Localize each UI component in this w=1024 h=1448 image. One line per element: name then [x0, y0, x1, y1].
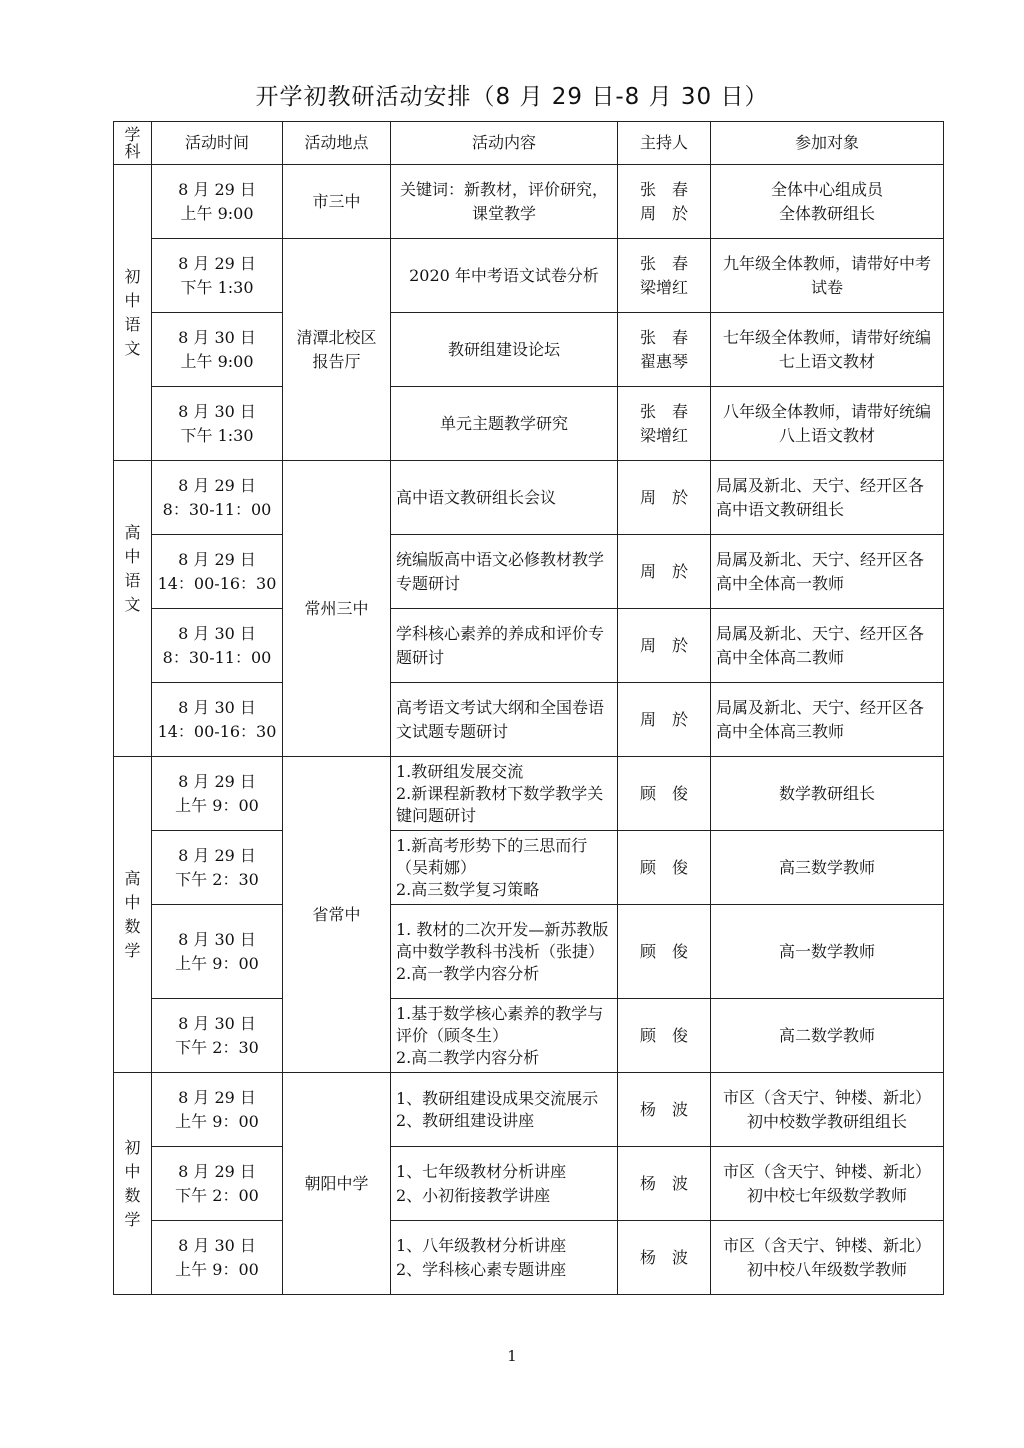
attendees-cell: 局属及新北、天宁、经开区各高中全体高一教师 [711, 535, 944, 609]
time-cell: 8 月 29 日 下午 2：00 [152, 1147, 283, 1221]
table-row [114, 683, 944, 757]
header-time: 活动时间 [152, 122, 283, 165]
content-cell: 1. 教材的二次开发—新苏教版高中数学教科书浅析（张捷） 2.高一教学内容分析 [391, 905, 618, 999]
time-cell: 8 月 30 日 下午 2：30 [152, 999, 283, 1073]
host-cell: 周 於 [618, 461, 711, 535]
attendees-cell: 数学教研组长 [711, 757, 944, 831]
document-title: 开学初教研活动安排（8 月 29 日-8 月 30 日） [255, 84, 769, 110]
time-cell: 8 月 30 日 下午 1:30 [152, 387, 283, 461]
content-cell: 学科核心素养的养成和评价专题研讨 [391, 609, 618, 683]
host-cell: 杨 波 [618, 1147, 711, 1221]
time-cell: 8 月 30 日 14：00-16：30 [152, 683, 283, 757]
attendees-cell: 高一数学教师 [711, 905, 944, 999]
host-cell: 张 春 梁增红 [618, 387, 711, 461]
table-row [114, 239, 944, 313]
time-cell: 8 月 29 日 8：30-11：00 [152, 461, 283, 535]
time-cell: 8 月 29 日 14：00-16：30 [152, 535, 283, 609]
attendees-cell: 局属及新北、天宁、经开区各高中全体高三教师 [711, 683, 944, 757]
header-subject: 学 科 [114, 122, 152, 165]
table-row [114, 757, 944, 831]
time-cell: 8 月 29 日 上午 9:00 [152, 165, 283, 239]
host-cell: 顾 俊 [618, 999, 711, 1073]
time-cell: 8 月 29 日 上午 9：00 [152, 757, 283, 831]
content-cell: 教研组建设论坛 [391, 313, 618, 387]
host-cell: 顾 俊 [618, 831, 711, 905]
content-cell: 单元主题教学研究 [391, 387, 618, 461]
time-cell: 8 月 30 日 8：30-11：00 [152, 609, 283, 683]
subject-cell: 初 中 语 文 [114, 165, 152, 461]
attendees-cell: 全体中心组成员 全体教研组长 [711, 165, 944, 239]
table-row [114, 461, 944, 535]
content-cell: 高中语文教研组长会议 [391, 461, 618, 535]
attendees-cell: 市区（含天宁、钟楼、新北） 初中校八年级数学教师 [711, 1221, 944, 1295]
time-cell: 8 月 30 日 上午 9:00 [152, 313, 283, 387]
place-cell: 市三中 [283, 165, 391, 239]
table-row [114, 999, 944, 1073]
content-cell: 1.教研组发展交流 2.新课程新教材下数学教学关键问题研讨 [391, 757, 618, 831]
subject-cell: 初 中 数 学 [114, 1073, 152, 1295]
host-cell: 周 於 [618, 609, 711, 683]
host-cell: 周 於 [618, 683, 711, 757]
attendees-cell: 七年级全体教师，请带好统编七上语文教材 [711, 313, 944, 387]
attendees-cell: 八年级全体教师，请带好统编八上语文教材 [711, 387, 944, 461]
attendees-cell: 局属及新北、天宁、经开区各高中语文教研组长 [711, 461, 944, 535]
table-row [114, 535, 944, 609]
table-row [114, 1073, 944, 1147]
host-cell: 周 於 [618, 535, 711, 609]
place-cell: 清潭北校区 报告厅 [283, 239, 391, 461]
table-row [114, 1221, 944, 1295]
host-cell: 张 春 梁增红 [618, 239, 711, 313]
attendees-cell: 局属及新北、天宁、经开区各高中全体高二教师 [711, 609, 944, 683]
time-cell: 8 月 29 日 下午 1:30 [152, 239, 283, 313]
content-cell: 1.基于数学核心素养的教学与评价（顾冬生） 2.高二教学内容分析 [391, 999, 618, 1073]
header-row [114, 122, 944, 165]
page-number: 1 [507, 1347, 517, 1365]
attendees-cell: 市区（含天宁、钟楼、新北） 初中校数学教研组组长 [711, 1073, 944, 1147]
host-cell: 张 春 周 於 [618, 165, 711, 239]
place-cell: 省常中 [283, 757, 391, 1073]
place-cell: 常州三中 [283, 461, 391, 757]
host-cell: 顾 俊 [618, 905, 711, 999]
table-row [114, 165, 944, 239]
content-cell: 2020 年中考语文试卷分析 [391, 239, 618, 313]
table-row [114, 905, 944, 999]
content-cell: 统编版高中语文必修教材教学专题研讨 [391, 535, 618, 609]
time-cell: 8 月 30 日 上午 9：00 [152, 1221, 283, 1295]
table-row [114, 387, 944, 461]
header-attendees: 参加对象 [711, 122, 944, 165]
place-cell: 朝阳中学 [283, 1073, 391, 1295]
table-row [114, 313, 944, 387]
host-cell: 顾 俊 [618, 757, 711, 831]
header-place: 活动地点 [283, 122, 391, 165]
attendees-cell: 九年级全体教师，请带好中考试卷 [711, 239, 944, 313]
content-cell: 1、教研组建设成果交流展示 2、教研组建设讲座 [391, 1073, 618, 1147]
header-content: 活动内容 [391, 122, 618, 165]
content-cell: 高考语文考试大纲和全国卷语文试题专题研讨 [391, 683, 618, 757]
time-cell: 8 月 30 日 上午 9：00 [152, 905, 283, 999]
content-cell: 关键词：新教材，评价研究，课堂教学 [391, 165, 618, 239]
subject-cell: 高 中 数 学 [114, 757, 152, 1073]
subject-cell: 高 中 语 文 [114, 461, 152, 757]
content-cell: 1.新高考形势下的三思而行（吴莉娜） 2.高三数学复习策略 [391, 831, 618, 905]
table-row [114, 831, 944, 905]
schedule-table [113, 121, 944, 1295]
host-cell: 杨 波 [618, 1073, 711, 1147]
table-row [114, 1147, 944, 1221]
content-cell: 1、八年级教材分析讲座 2、学科核心素专题讲座 [391, 1221, 618, 1295]
attendees-cell: 高三数学教师 [711, 831, 944, 905]
host-cell: 张 春 翟惠琴 [618, 313, 711, 387]
time-cell: 8 月 29 日 上午 9：00 [152, 1073, 283, 1147]
attendees-cell: 高二数学教师 [711, 999, 944, 1073]
table-row [114, 609, 944, 683]
attendees-cell: 市区（含天宁、钟楼、新北） 初中校七年级数学教师 [711, 1147, 944, 1221]
time-cell: 8 月 29 日 下午 2：30 [152, 831, 283, 905]
header-host: 主持人 [618, 122, 711, 165]
host-cell: 杨 波 [618, 1221, 711, 1295]
content-cell: 1、七年级教材分析讲座 2、小初衔接教学讲座 [391, 1147, 618, 1221]
